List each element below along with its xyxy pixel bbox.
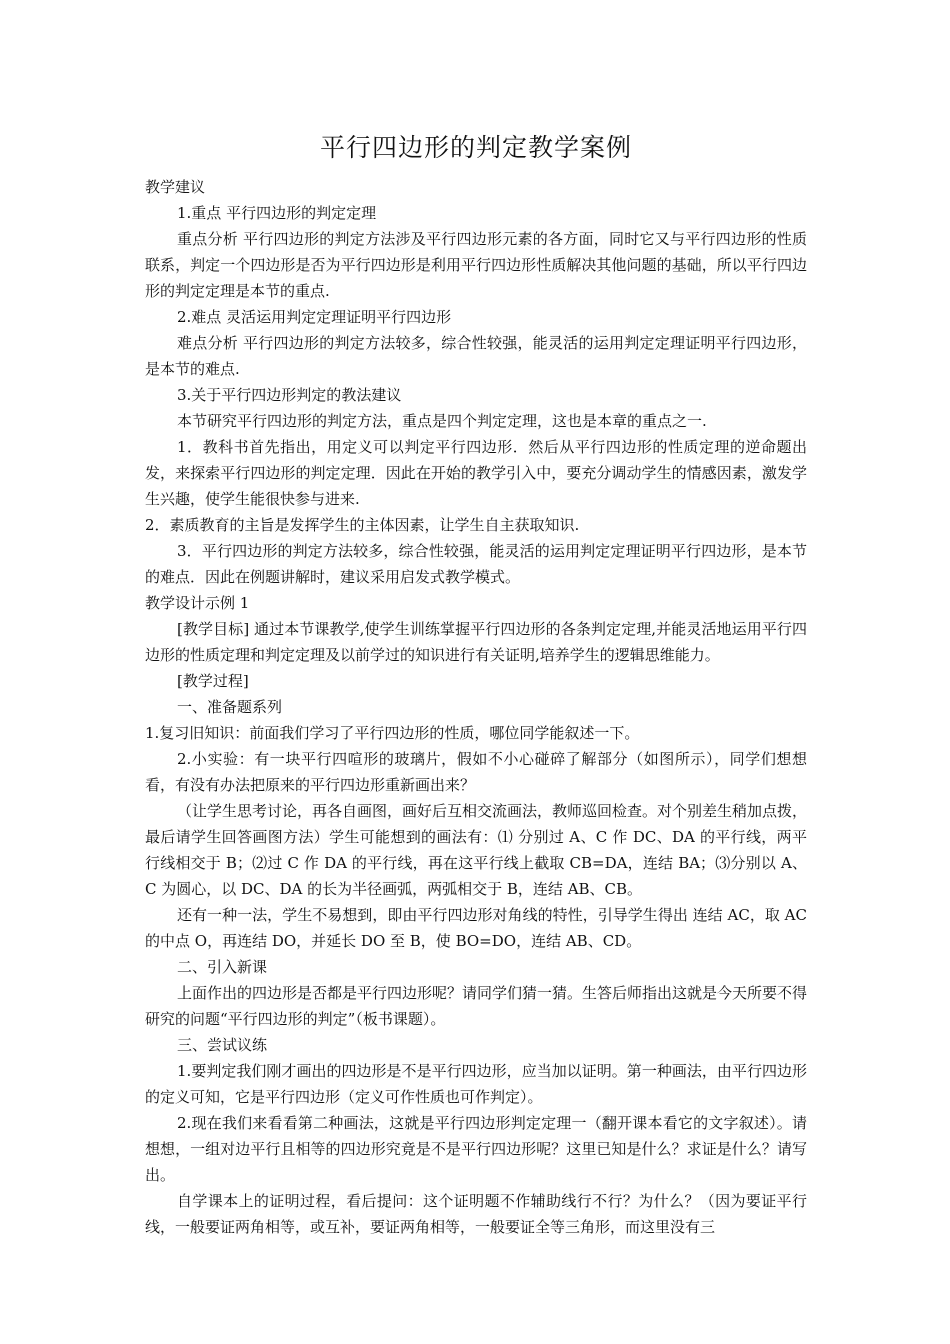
paragraph: 教学建议 xyxy=(145,178,206,196)
paragraph: 教学设计示例 1 xyxy=(145,594,250,612)
paragraph: 2．素质教育的主旨是发挥学生的主体因素，让学生自主获取知识. xyxy=(145,516,580,534)
paragraph: 1．教科书首先指出，用定义可以判定平行四边形．然后从平行四边形的性质定理的逆命题出发，来探索平行四边形的判定定理．因此在开始的教学引入中，要充分调动学生的情感因素，激发学生兴趣，使学生能很快参与进来. xyxy=(145,438,807,508)
paragraph: 本节研究平行四边形的判定方法，重点是四个判定定理，这也是本章的重点之一. xyxy=(177,412,707,430)
paragraph: 重点分析 平行四边形的判定方法涉及平行四边形元素的各方面，同时它又与平行四边形的性质联系，判定一个四边形是否为平行四边形是利用平行四边形性质解决其他问题的基础，所以平行四边形的判定定理是本节的重点. xyxy=(145,230,807,300)
paragraph: 2.现在我们来看看第二种画法，这就是平行四边形判定定理一（翻开课本看它的文字叙述）。请想想，一组对边平行且相等的四边形究竟是不是平行四边形呢？这里已知是什么？求证是什么？请写出。 xyxy=(145,1114,807,1184)
paragraph: 1.要判定我们刚才画出的四边形是不是平行四边形，应当加以证明。第一种画法，由平行四边形的定义可知，它是平行四边形（定义可作性质也可作判定）。 xyxy=(145,1062,807,1106)
paragraph: [教学目标] 通过本节课教学,使学生训练掌握平行四边形的各条判定定理,并能灵活地运用平行四边形的性质定理和判定定理及以前学过的知识进行有关证明,培养学生的逻辑思维能力。 xyxy=(145,620,807,664)
paragraph: 3．平行四边形的判定方法较多，综合性较强，能灵活的运用判定定理证明平行四边形，是本节的难点．因此在例题讲解时，建议采用启发式教学模式。 xyxy=(145,542,807,586)
paragraph: 3.关于平行四边形判定的教法建议 xyxy=(177,386,402,404)
paragraph: 2.难点 灵活运用判定定理证明平行四边形 xyxy=(177,308,452,326)
paragraph: 三、尝试议练 xyxy=(177,1036,268,1054)
paragraph: 1.复习旧知识：前面我们学习了平行四边形的性质，哪位同学能叙述一下。 xyxy=(145,724,640,742)
document-title: 平行四边形的判定教学案例 xyxy=(319,133,632,162)
paragraph: 上面作出的四边形是否都是平行四边形呢？请同学们猜一猜。生答后师指出这就是今天所要不得 研究的问题“平行四边形的判定”（板书课题）。 xyxy=(145,984,808,1028)
paragraph: （让学生思考讨论，再各自画图，画好后互相交流画法，教师巡回检查。对个别差生稍加点拨，最后请学生回答画图方法）学生可能想到的画法有：⑴ 分别过 A、C 作 DC、DA 的平行线，两平行线相交于 B；⑵过 C 作 DA 的平行线，再在这平行线上截取 CB=DA，连结 BA；⑶分别以 A、C 为圆心，以 DC、DA 的长为半径画弧，两弧相交于 B，连结 AB、CB。 xyxy=(145,802,808,898)
paragraph: 2.小实验：有一块平行四喧形的玻璃片，假如不小心碰碎了解部分（如图所示），同学们想想看，有没有办法把原来的平行四边形重新画出来？ xyxy=(145,750,807,794)
paragraph: 自学课本上的证明过程，看后提问：这个证明题不作辅助线行不行？为什么？（因为要证平行线，一般要证两角相等，或互补，要证两角相等，一般要证全等三角形，而这里没有三 xyxy=(145,1192,807,1236)
document-body xyxy=(145,174,807,1240)
paragraph: 还有一种一法，学生不易想到，即由平行四边形对角线的特性，引导学生得出 连结 AC，取 AC 的中点 O，再连结 DO，并延长 DO 至 B，使 BO=DO，连结 AB、CD。 xyxy=(145,906,807,950)
paragraph: [教学过程] xyxy=(177,672,249,690)
document-page xyxy=(145,130,807,1240)
paragraph: 一、准备题系列 xyxy=(177,698,283,716)
paragraph: 二、引入新课 xyxy=(177,958,268,976)
paragraph: 1.重点 平行四边形的判定定理 xyxy=(177,204,377,222)
paragraph: 难点分析 平行四边形的判定方法较多，综合性较强，能灵活的运用判定定理证明平行四边形，是本节的难点. xyxy=(145,334,807,378)
